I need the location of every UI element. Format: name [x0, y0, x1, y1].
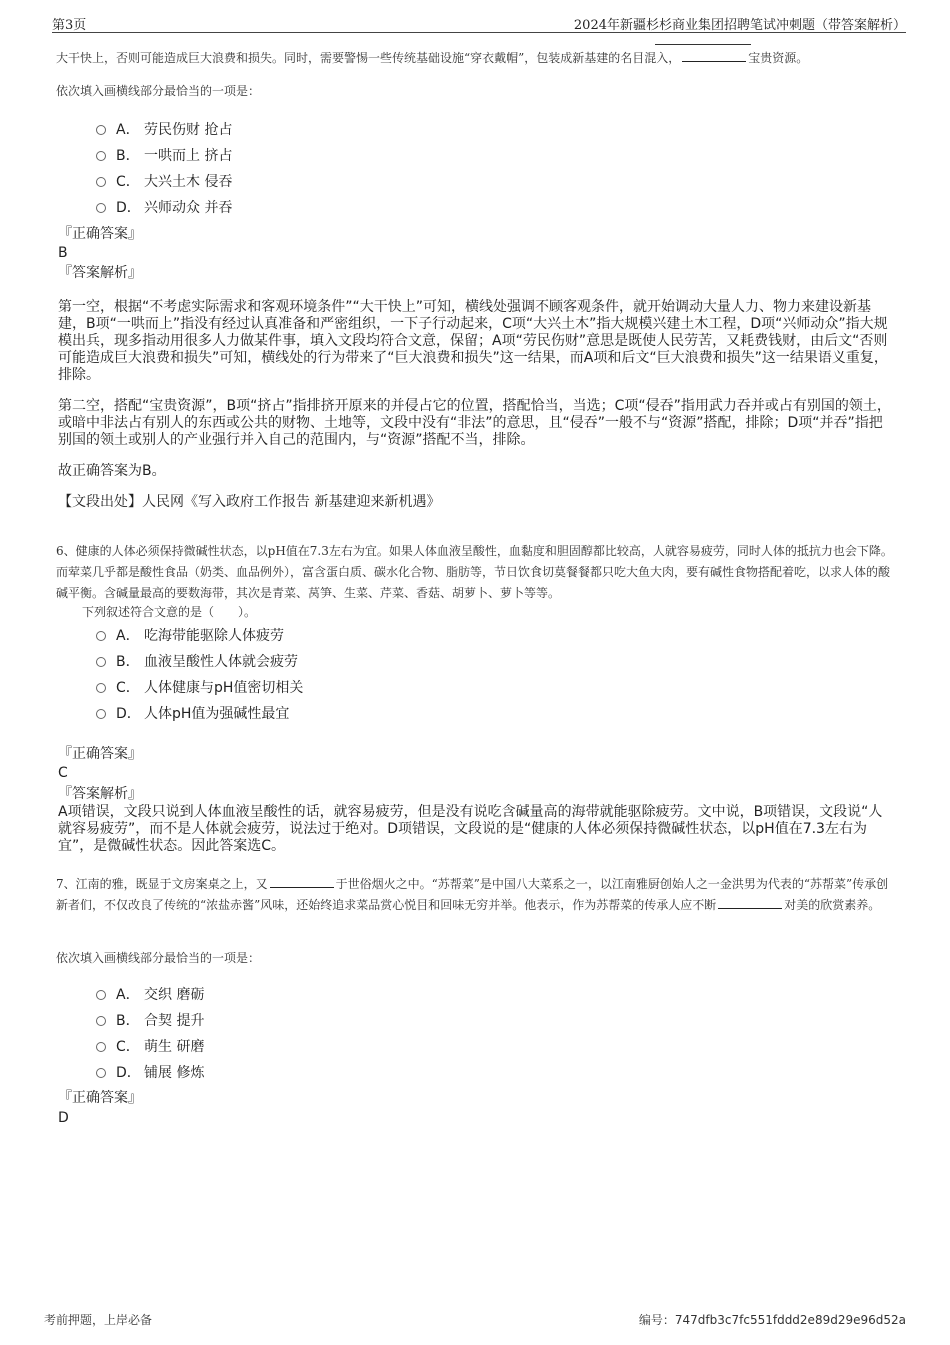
radio-icon[interactable] — [96, 1068, 106, 1078]
q5-option-b[interactable]: B． 一哄而上 挤占 — [96, 142, 232, 168]
q7-option-d[interactable]: D． 铺展 修炼 — [96, 1059, 204, 1085]
divider — [655, 44, 751, 45]
q5-stem-text: 大干快上，否则可能造成巨大浪费和损失。同时，需要警惕一些传统基础设施“穿衣戴帽”，包装成新基建的名目混入， — [56, 51, 681, 65]
q5-option-d[interactable]: D． 兴师动众 并吞 — [96, 194, 232, 220]
footer-slogan: 考前押题，上岸必备 — [44, 1313, 153, 1327]
q6-analysis: A项错误，文段只说到人体血液呈酸性的话，就容易疲劳，但是没有说吃含碱量高的海带就能驱除疲劳。文中说，B项错误，文段说“人就容易疲劳”，而不是人体就会疲劳，说法过于绝对。D项错误，文段说的是“健康的人体必须保持微碱性状态，以pH值在7.3左右为宜”，是微碱性状态。因此答案选C。 — [58, 804, 883, 854]
q7-prompt: 依次填入画横线部分最恰当的一项是： — [56, 951, 261, 965]
q7-options — [96, 981, 204, 1085]
q6-options — [96, 622, 303, 726]
q6-analysis-label: 『答案解析』 — [58, 786, 142, 802]
q5-stem-end: 宝贵资源。 — [748, 51, 809, 65]
document-title: 2024年新疆杉杉商业集团招聘笔试冲刺题（带答案解析） — [573, 18, 906, 33]
radio-icon[interactable] — [96, 683, 106, 693]
q6-stem: 6、健康的人体必须保持微碱性状态，以pH值在7.3左右为宜。如果人体血液呈酸性，血黏度和胆固醇都比较高，人就容易疲劳，同时人体的抵抗力也会下降。而荤菜几乎都是酸性食品（奶类、血品例外），富含蛋白质、碳水化合物、脂肪等，节日饮食切莫餐餐都只吃大鱼大肉，要有碱性食物搭配着吃，以求人体的酸碱平衡。含碱量最高的要数海带，其次是青菜、莴笋、生菜、芹菜、香菇、胡萝卜、萝卜等等。 — [56, 544, 893, 600]
radio-icon[interactable] — [96, 709, 106, 719]
q6-answer: C — [58, 765, 68, 781]
q5-option-c[interactable]: C． 大兴土木 侵吞 — [96, 168, 232, 194]
q7-blank-1 — [270, 875, 334, 888]
q7-answer: D — [58, 1110, 69, 1126]
q6-option-a[interactable]: A． 吃海带能驱除人体疲劳 — [96, 622, 303, 648]
q7-answer-label: 『正确答案』 — [58, 1090, 142, 1106]
radio-icon[interactable] — [96, 1016, 106, 1026]
q5-prompt: 依次填入画横线部分最恰当的一项是： — [56, 84, 261, 98]
q7-option-b[interactable]: B． 合契 提升 — [96, 1007, 204, 1033]
page-number: 第3页 — [52, 18, 87, 33]
q7-option-a[interactable]: A． 交织 磨砺 — [96, 981, 204, 1007]
radio-icon[interactable] — [96, 657, 106, 667]
q6-option-b[interactable]: B． 血液呈酸性人体就会疲劳 — [96, 648, 303, 674]
q7-option-c[interactable]: C． 萌生 研磨 — [96, 1033, 204, 1059]
radio-icon[interactable] — [96, 1042, 106, 1052]
radio-icon[interactable] — [96, 631, 106, 641]
q5-analysis-para-2: 第二空，搭配“宝贵资源”，B项“挤占”指排挤开原来的并侵占它的位置，搭配恰当，当选；C项“侵吞”指用武力吞并或占有别国的领土，或暗中非法占有别人的东西或公共的财物、土地等，文段中没有“非法”的意思，且“侵吞”一般不与“资源”搭配，排除；D项“并吞”指把别国的领土或别人的产业强行并入自己的范围内，与“资源”搭配不当，排除。 — [58, 398, 891, 448]
q5-blank — [682, 49, 746, 62]
radio-icon[interactable] — [96, 125, 106, 135]
radio-icon[interactable] — [96, 151, 106, 161]
page-header — [52, 12, 906, 33]
q5-analysis-para-3: 故正确答案为B。 — [58, 463, 166, 479]
q5-answer-label: 『正确答案』 — [58, 226, 142, 242]
radio-icon[interactable] — [96, 203, 106, 213]
q5-answer: B — [58, 245, 68, 261]
radio-icon[interactable] — [96, 990, 106, 1000]
q6-option-d[interactable]: D． 人体pH值为强碱性最宜 — [96, 700, 303, 726]
radio-icon[interactable] — [96, 177, 106, 187]
q6-option-c[interactable]: C． 人体健康与pH值密切相关 — [96, 674, 303, 700]
q5-option-a[interactable]: A． 劳民伤财 抢占 — [96, 116, 232, 142]
document-code: 编号：747dfb3c7fc551fddd2e89d29e96d52a — [638, 1313, 906, 1327]
q6-answer-label: 『正确答案』 — [58, 746, 142, 762]
q5-analysis-para-1: 第一空，根据“不考虑实际需求和客观环境条件”“大干快上”可知，横线处强调不顾客观条件，就开始调动大量人力、物力来建设新基建，B项“一哄而上”指没有经过认真准备和严密组织，一下子行动起来，C项“大兴土木”指大规模兴建土木工程，D项“兴师动众”指大规模出兵，现多指动用很多人力做某件事，填入文段均符合文意，保留；A项“劳民伤财”意思是既使人民劳苦，又耗费钱财，由后文“否则可能造成巨大浪费和损失”可知，横线处的行为带来了“巨大浪费和损失”这一结果，而A项和后文“巨大浪费和损失”这一结果语义重复，排除。 — [58, 299, 888, 383]
q5-options — [96, 116, 232, 220]
q7-blank-2 — [718, 896, 782, 909]
page-footer — [44, 1311, 906, 1328]
q5-stem — [56, 48, 896, 69]
q6-prompt: 下列叙述符合文意的是（ ）。 — [82, 605, 257, 619]
q5-source: 【文段出处】人民网《写入政府工作报告 新基建迎来新机遇》 — [58, 494, 441, 510]
q5-analysis-label: 『答案解析』 — [58, 265, 142, 281]
q5-analysis — [58, 299, 894, 525]
q7-stem: 7、江南的雅，既显于文房案桌之上，又 于世俗烟火之中。“苏帮菜”是中国八大菜系之一，以江南雅厨创始人之一金洪男为代表的“苏帮菜”传承创新者们，不仅改良了传统的“浓盐赤酱”风味，还始终追求菜品赏心悦目和回味无穷并举。他表示，作为苏帮菜的传承人应不断 对美的欣赏素养。 — [56, 877, 889, 912]
